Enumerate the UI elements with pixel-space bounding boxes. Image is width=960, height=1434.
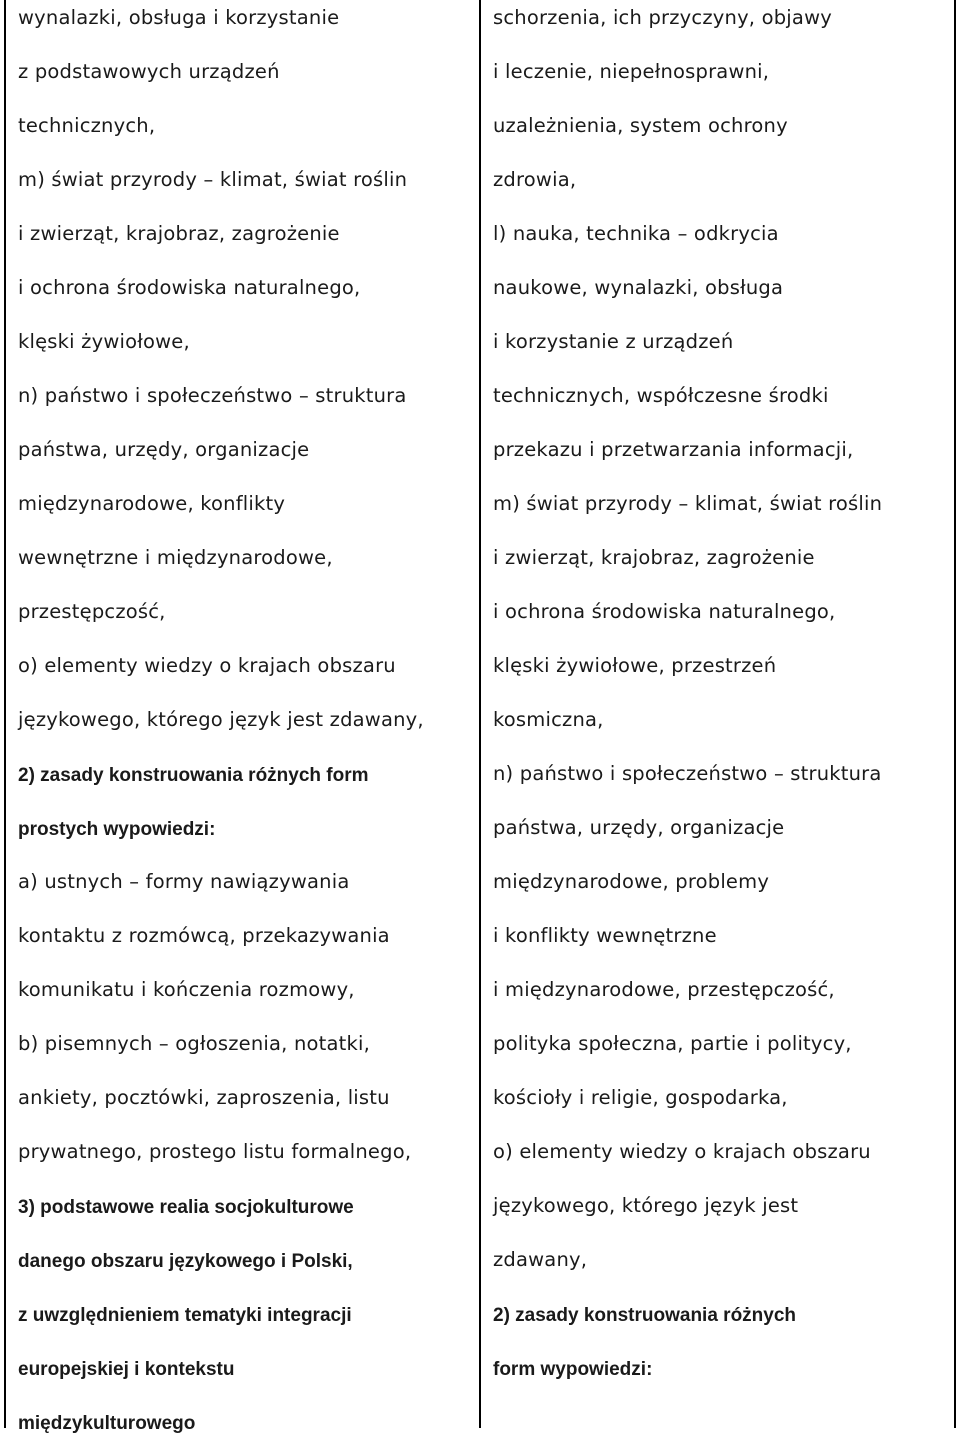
right-line: i leczenie, niepełnosprawni,	[493, 60, 770, 83]
right-line: i zwierząt, krajobraz, zagrożenie	[493, 546, 815, 569]
left-line: wynalazki, obsługa i korzystanie	[18, 6, 340, 29]
left-line: europejskiej i kontekstu	[18, 1359, 235, 1380]
right-line: językowego, którego język jest	[493, 1194, 799, 1217]
left-line: technicznych,	[18, 114, 156, 137]
left-line: i ochrona środowiska naturalnego,	[18, 276, 361, 299]
left-line: 2) zasady konstruowania różnych form	[18, 765, 369, 786]
left-line: m) świat przyrody – klimat, świat roślin	[18, 168, 408, 191]
right-line: l) nauka, technika – odkrycia	[493, 222, 779, 245]
left-line: wewnętrzne i międzynarodowe,	[18, 546, 333, 569]
right-line: technicznych, współczesne środki	[493, 384, 829, 407]
left-line: językowego, którego język jest zdawany,	[18, 708, 424, 731]
left-line: a) ustnych – formy nawiązywania	[18, 870, 350, 893]
right-column	[481, 0, 954, 1428]
left-line: prostych wypowiedzi:	[18, 819, 216, 840]
left-line: państwa, urzędy, organizacje	[18, 438, 310, 461]
right-line: uzależnienia, system ochrony	[493, 114, 788, 137]
right-line: i korzystanie z urządzeń	[493, 330, 734, 353]
right-line: i konflikty wewnętrzne	[493, 924, 717, 947]
left-line: klęski żywiołowe,	[18, 330, 190, 353]
right-line: przekazu i przetwarzania informacji,	[493, 438, 854, 461]
right-line: n) państwo i społeczeństwo – struktura	[493, 762, 882, 785]
right-line: m) świat przyrody – klimat, świat roślin	[493, 492, 883, 515]
left-line: o) elementy wiedzy o krajach obszaru	[18, 654, 396, 677]
right-line: schorzenia, ich przyczyny, objawy	[493, 6, 832, 29]
right-line: klęski żywiołowe, przestrzeń	[493, 654, 777, 677]
left-line: z podstawowych urządzeń	[18, 60, 280, 83]
right-line: o) elementy wiedzy o krajach obszaru	[493, 1140, 871, 1163]
left-line: n) państwo i społeczeństwo – struktura	[18, 384, 407, 407]
right-line: kościoły i religie, gospodarka,	[493, 1086, 788, 1109]
right-line: i ochrona środowiska naturalnego,	[493, 600, 836, 623]
right-line: kosmiczna,	[493, 708, 604, 731]
left-line: prywatnego, prostego listu formalnego,	[18, 1140, 412, 1163]
left-line: międzykulturowego	[18, 1413, 196, 1434]
left-line: danego obszaru językowego i Polski,	[18, 1251, 353, 1272]
right-line: 2) zasady konstruowania różnych	[493, 1305, 797, 1326]
left-column	[6, 0, 481, 1434]
left-line: i zwierząt, krajobraz, zagrożenie	[18, 222, 340, 245]
right-line: i międzynarodowe, przestępczość,	[493, 978, 835, 1001]
left-line: ankiety, pocztówki, zaproszenia, listu	[18, 1086, 390, 1109]
right-line: państwa, urzędy, organizacje	[493, 816, 785, 839]
right-line: naukowe, wynalazki, obsługa	[493, 276, 784, 299]
left-line: z uwzględnieniem tematyki integracji	[18, 1305, 352, 1326]
left-line: kontaktu z rozmówcą, przekazywania	[18, 924, 390, 947]
left-line: międzynarodowe, konflikty	[18, 492, 286, 515]
right-line: międzynarodowe, problemy	[493, 870, 770, 893]
right-line: polityka społeczna, partie i politycy,	[493, 1032, 852, 1055]
left-line: b) pisemnych – ogłoszenia, notatki,	[18, 1032, 370, 1055]
left-line: komunikatu i kończenia rozmowy,	[18, 978, 355, 1001]
right-line: zdrowia,	[493, 168, 577, 191]
document-table	[4, 0, 956, 1434]
right-line: form wypowiedzi:	[493, 1359, 653, 1380]
right-line: zdawany,	[493, 1248, 588, 1271]
left-line: 3) podstawowe realia socjokulturowe	[18, 1197, 354, 1218]
left-line: przestępczość,	[18, 600, 166, 623]
